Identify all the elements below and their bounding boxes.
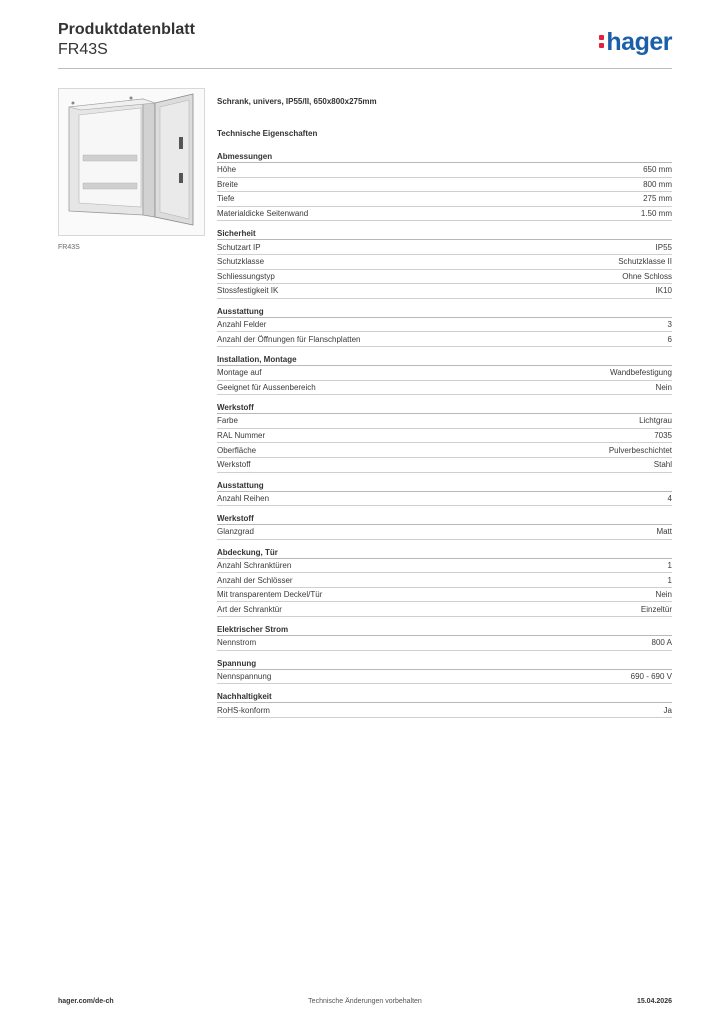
spec-row <box>217 559 672 574</box>
spec-group-title: Installation, Montage <box>217 354 672 366</box>
spec-row <box>217 270 672 285</box>
product-description: Schrank, univers, IP55/II, 650x800x275mm <box>217 97 377 106</box>
spec-value: 800 mm <box>643 179 672 189</box>
spec-group-title: Ausstattung <box>217 480 672 492</box>
spec-label: Höhe <box>217 165 237 175</box>
spec-group-title: Werkstoff <box>217 402 672 414</box>
spec-value: Schutzklasse II <box>618 257 672 267</box>
spec-label: Anzahl Schranktüren <box>217 560 292 570</box>
spec-label: Mit transparentem Deckel/Tür <box>217 590 323 600</box>
product-image <box>58 88 205 236</box>
spec-label: Stossfestigkeit IK <box>217 286 279 296</box>
spec-group <box>217 151 672 221</box>
spec-value: Pulverbeschichtet <box>608 445 672 455</box>
spec-label: RoHS-konform <box>217 705 270 715</box>
spec-value: Ohne Schloss <box>622 271 672 281</box>
spec-label: Nennstrom <box>217 638 257 648</box>
spec-value: Ja <box>663 705 672 715</box>
spec-group <box>217 402 672 472</box>
spec-row <box>217 670 672 685</box>
spec-value: 1.50 mm <box>640 209 672 219</box>
spec-value: 7035 <box>654 431 672 441</box>
spec-label: Montage auf <box>217 368 262 378</box>
spec-row <box>217 163 672 178</box>
spec-group-title: Abdeckung, Tür <box>217 547 672 559</box>
spec-row <box>217 192 672 207</box>
spec-row <box>217 492 672 507</box>
spec-label: Breite <box>217 179 238 189</box>
spec-value: Wandbefestigung <box>610 368 672 378</box>
spec-row <box>217 414 672 429</box>
product-code: FR43S <box>58 41 108 58</box>
spec-value: 6 <box>667 334 672 344</box>
spec-value: Lichtgrau <box>639 416 672 426</box>
spec-group-title: Sicherheit <box>217 228 672 240</box>
spec-value: 800 A <box>651 638 672 648</box>
spec-group-title: Elektrischer Strom <box>217 624 672 636</box>
spec-group <box>217 513 672 540</box>
spec-label: Schutzklasse <box>217 257 265 267</box>
spec-group-title: Werkstoff <box>217 513 672 525</box>
spec-row <box>217 703 672 718</box>
spec-value: Stahl <box>653 460 672 470</box>
spec-group <box>217 691 672 718</box>
spec-group <box>217 658 672 685</box>
spec-value: Matt <box>656 527 672 537</box>
tech-heading: Technische Eigenschaften <box>217 129 318 138</box>
spec-group <box>217 306 672 347</box>
spec-group-title: Nachhaltigkeit <box>217 691 672 703</box>
spec-row <box>217 602 672 617</box>
spec-value: IP55 <box>655 242 672 252</box>
image-caption: FR43S <box>58 244 80 251</box>
spec-content <box>217 97 672 725</box>
spec-label: Anzahl Felder <box>217 320 267 330</box>
hager-logo <box>599 28 672 56</box>
spec-row <box>217 178 672 193</box>
spec-group <box>217 228 672 298</box>
spec-row <box>217 429 672 444</box>
spec-groups <box>217 151 672 718</box>
spec-label: Art der Schranktür <box>217 604 282 614</box>
spec-label: Tiefe <box>217 194 235 204</box>
spec-value: Nein <box>655 382 672 392</box>
spec-label: RAL Nummer <box>217 431 266 441</box>
spec-row <box>217 332 672 347</box>
spec-value: 1 <box>667 575 672 585</box>
spec-row <box>217 588 672 603</box>
logo-text: hager <box>606 28 672 56</box>
spec-row <box>217 366 672 381</box>
document-title: Produktdatenblatt <box>58 21 195 38</box>
spec-label: Geeignet für Aussenbereich <box>217 382 316 392</box>
spec-value: 4 <box>667 493 672 503</box>
spec-row <box>217 240 672 255</box>
spec-row <box>217 207 672 222</box>
spec-row <box>217 381 672 396</box>
cabinet-illustration <box>59 89 204 235</box>
spec-label: Nennspannung <box>217 671 272 681</box>
spec-value: Nein <box>655 590 672 600</box>
spec-label: Materialdicke Seitenwand <box>217 209 309 219</box>
spec-value: 650 mm <box>643 165 672 175</box>
spec-label: Anzahl der Öffnungen für Flanschplatten <box>217 334 361 344</box>
logo-dots-icon <box>599 33 604 49</box>
footer-date: 15.04.2026 <box>636 998 672 1005</box>
spec-group-title: Abmessungen <box>217 151 672 163</box>
spec-value: 275 mm <box>643 194 672 204</box>
spec-label: Schutzart IP <box>217 242 261 252</box>
spec-value: 690 - 690 V <box>630 671 672 681</box>
spec-label: Anzahl der Schlösser <box>217 575 293 585</box>
spec-row <box>217 573 672 588</box>
spec-label: Glanzgrad <box>217 527 254 537</box>
spec-group <box>217 354 672 395</box>
spec-label: Farbe <box>217 416 238 426</box>
spec-group <box>217 547 672 617</box>
spec-label: Oberfläche <box>217 445 257 455</box>
spec-group <box>217 480 672 507</box>
header-divider <box>58 68 672 69</box>
spec-row <box>217 525 672 540</box>
spec-label: Werkstoff <box>217 460 251 470</box>
spec-value: 1 <box>667 560 672 570</box>
spec-value: IK10 <box>655 286 672 296</box>
spec-row <box>217 636 672 651</box>
spec-row <box>217 255 672 270</box>
spec-row <box>217 443 672 458</box>
page-header <box>58 20 672 68</box>
footer-website: hager.com/de-ch <box>58 998 114 1005</box>
spec-group-title: Ausstattung <box>217 306 672 318</box>
footer-note: Technische Änderungen vorbehalten <box>308 998 422 1005</box>
spec-row <box>217 318 672 333</box>
spec-label: Schliessungstyp <box>217 271 275 281</box>
spec-group-title: Spannung <box>217 658 672 670</box>
spec-group <box>217 624 672 651</box>
spec-value: 3 <box>667 320 672 330</box>
spec-label: Anzahl Reihen <box>217 493 270 503</box>
spec-value: Einzeltür <box>640 604 672 614</box>
spec-row <box>217 284 672 299</box>
spec-row <box>217 458 672 473</box>
